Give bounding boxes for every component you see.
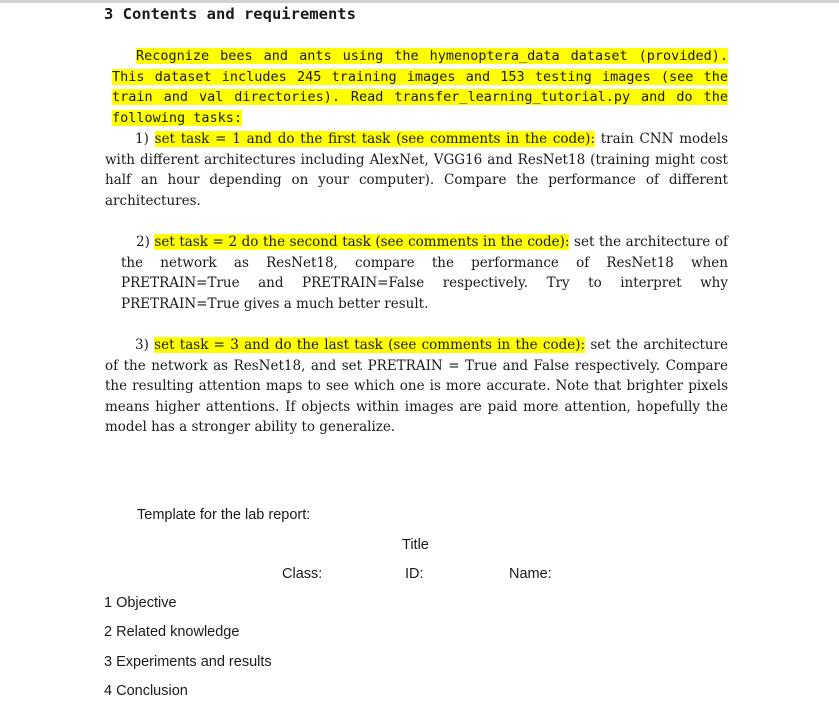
template-title: Title	[402, 537, 429, 553]
template-name-label: Name:	[509, 566, 552, 582]
template-section-conclusion: 4 Conclusion	[104, 683, 188, 699]
section-heading: 3 Contents and requirements	[104, 5, 356, 23]
task-2-highlight: set task = 2 do the second task (see comments in the code):	[154, 234, 570, 250]
task-1-body: train CNN models with different architectures including AlexNet, VGG16 and ResNet18 (training might cost half an hour depending on your computer). Compare the performance of different architectures.	[105, 131, 728, 209]
task-2-number: 2)	[136, 234, 155, 250]
top-border	[0, 0, 839, 3]
template-heading: Template for the lab report:	[137, 507, 311, 523]
task-3-body: set the architecture of the network as ResNet18, and set PRETRAIN = True and False respectively. Compare the resulting attention maps to see which one is more accurate. Note that brighter pixels means higher attentions. If objects within images are paid more attention, hopefully the model has a stronger ability to generalize.	[105, 337, 729, 436]
task-3-paragraph	[105, 335, 728, 438]
task-1-highlight: set task = 1 and do the first task (see comments in the code):	[154, 131, 595, 147]
task-3-highlight: set task = 3 and do the last task (see comments in the code):	[154, 337, 586, 353]
task-3-number: 3)	[135, 337, 155, 353]
task-1-paragraph	[105, 129, 728, 211]
template-section-experiments: 3 Experiments and results	[104, 654, 272, 670]
task-2-body: set the architecture of the network as ResNet18, compare the performance of ResNet18 when PRETRAIN=True and PRETRAIN=False respectively. Try to interpret why PRETRAIN=True gives a much better result.	[121, 234, 728, 312]
template-id-label: ID:	[405, 566, 424, 582]
intro-highlight: Recognize bees and ants using the hymenoptera_data dataset (provided). This dataset includes 245 training images and 153 testing images (see the train and val directories). Read transfer_learning_tutorial.py and do the following tasks:	[112, 48, 728, 126]
template-section-related-knowledge: 2 Related knowledge	[104, 624, 240, 640]
intro-paragraph	[112, 46, 728, 128]
template-class-label: Class:	[282, 566, 323, 582]
template-section-objective: 1 Objective	[104, 595, 177, 611]
task-2-paragraph	[121, 232, 728, 314]
task-1-number: 1)	[135, 131, 155, 147]
